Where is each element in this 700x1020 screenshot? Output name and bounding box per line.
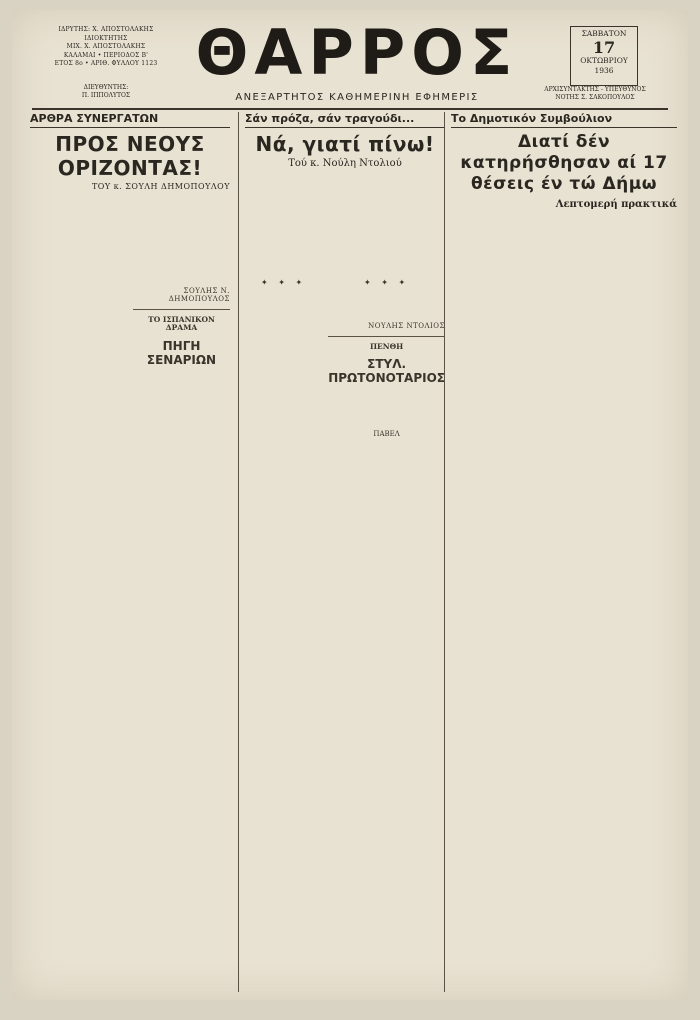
article-headline: ΠΡΟΣ ΝΕΟΥΣ ΟΡΙΖΟΝΤΑΣ! [55,132,205,180]
ornament-divider: ✦ ✦ ✦ [364,278,410,288]
footer-signature: ΠΑΒΕΛ [373,430,400,439]
editor-info [540,86,650,102]
newspaper-page [12,10,688,1000]
body-text-right [133,195,230,450]
date-day: ΣΑΒΒΑΤΟΝ [581,29,627,38]
section-heading: Σάν πρόζα, σάν τραγούδι... [245,112,445,128]
article-headline: Διατί δέν κατηρήσθησαν αί 17 θέσεις έν τώ Δήμω [460,132,668,194]
column-prose [238,112,445,992]
divider [328,336,445,337]
publisher-line: ΚΑΛΑΜΑΙ • ΠΕΡΙΟΔΟΣ Β' [63,51,149,59]
article-body [30,195,230,450]
ornament-divider: ✦ ✦ ✦ [261,278,307,288]
date-year: 1936 [594,66,614,75]
article-body [451,214,677,418]
article-headline-2: ΠΗΓΗ ΣΕΝΑΡΙΩΝ [146,338,217,367]
article-byline: Τού κ. Νούλη Ντολιού [288,158,402,169]
editor-name: ΝΟΤΗΣ Σ. ΣΑΚΟΠΟΥΛΟΣ [555,94,635,101]
publisher-info [42,26,170,69]
date-number: 17 [592,38,616,57]
article-signature: ΝΟΥΛΗΣ ΝΤΟΛΙΟΣ [368,321,445,330]
date-box [570,26,638,86]
masthead [32,16,668,110]
publisher-line: ΜΙΧ. Χ. ΑΠΟΣΤΟΛΑΚΗΣ [66,43,146,50]
body-text-right [567,214,677,418]
date-month: ΟΚΤΩΒΡΙΟΥ [580,56,628,65]
section-heading: ΑΡΘΡΑ ΣΥΝΕΡΓΑΤΩΝ [30,112,230,128]
newspaper-title: ΘΑΡΡΟΣ [195,16,519,89]
section-heading: Το Δημοτικόν Συμβούλιον [451,112,677,128]
column-articles [30,112,230,992]
director-info [42,84,170,100]
body-text-left [451,214,561,418]
publisher-line: ΙΔΙΟΚΤΗΤΗΣ [84,34,128,42]
article-body [245,175,445,438]
director-name: Π. ΙΠΠΟΛΥΤΟΣ [81,92,131,99]
director-label: ΔΙΕΥΘΥΝΤΗΣ: [83,84,129,91]
publisher-line: ΕΤΟΣ 8ο • ΑΡΙΘ. ΦΥΛΛΟΥ 1123 [54,60,158,67]
section-subheading: ΤΟ ΙΣΠΑΝΙΚΟΝ ΔΡΑΜΑ [148,315,215,333]
article-subheading: Λεπτομερή πρακτικά [555,199,677,210]
article-byline: ΤΟΥ κ. ΣΟΥΛΗ ΔΗΜΟΠΟΥΛΟΥ [91,182,230,191]
obituary-title: ΣΤΥΛ. ΠΡΩΤΟΝΟΤΑΡΙΟΣ [328,357,445,386]
newspaper-subtitle: ΑΝΕΞΑΡΤΗΤΟΣ ΚΑΘΗΜΕΡΙΝΗ ΕΦΗΜΕΡΙΣ [235,92,479,103]
obituary-heading: ΠΕΝΘΗ [369,342,404,352]
body-text-right [328,175,445,438]
editor-label: ΑΡΧΙΣΥΝΤΑΚΤΗΣ - ΥΠΕΥΘΥΝΟΣ [544,86,646,93]
article-headline: Νά, γιατί πίνω! [255,132,435,156]
body-text-left [245,175,322,438]
body-text-left [30,195,127,450]
publisher-line: ΙΔΡΥΤΗΣ: Χ. ΑΠΟΣΤΟΛΑΚΗΣ [58,26,154,33]
divider [133,309,230,310]
column-council [444,112,677,992]
article-signature: ΣΟΥΛΗΣ Ν. ΔΗΜΟΠΟΥΛΟΣ [168,286,230,304]
